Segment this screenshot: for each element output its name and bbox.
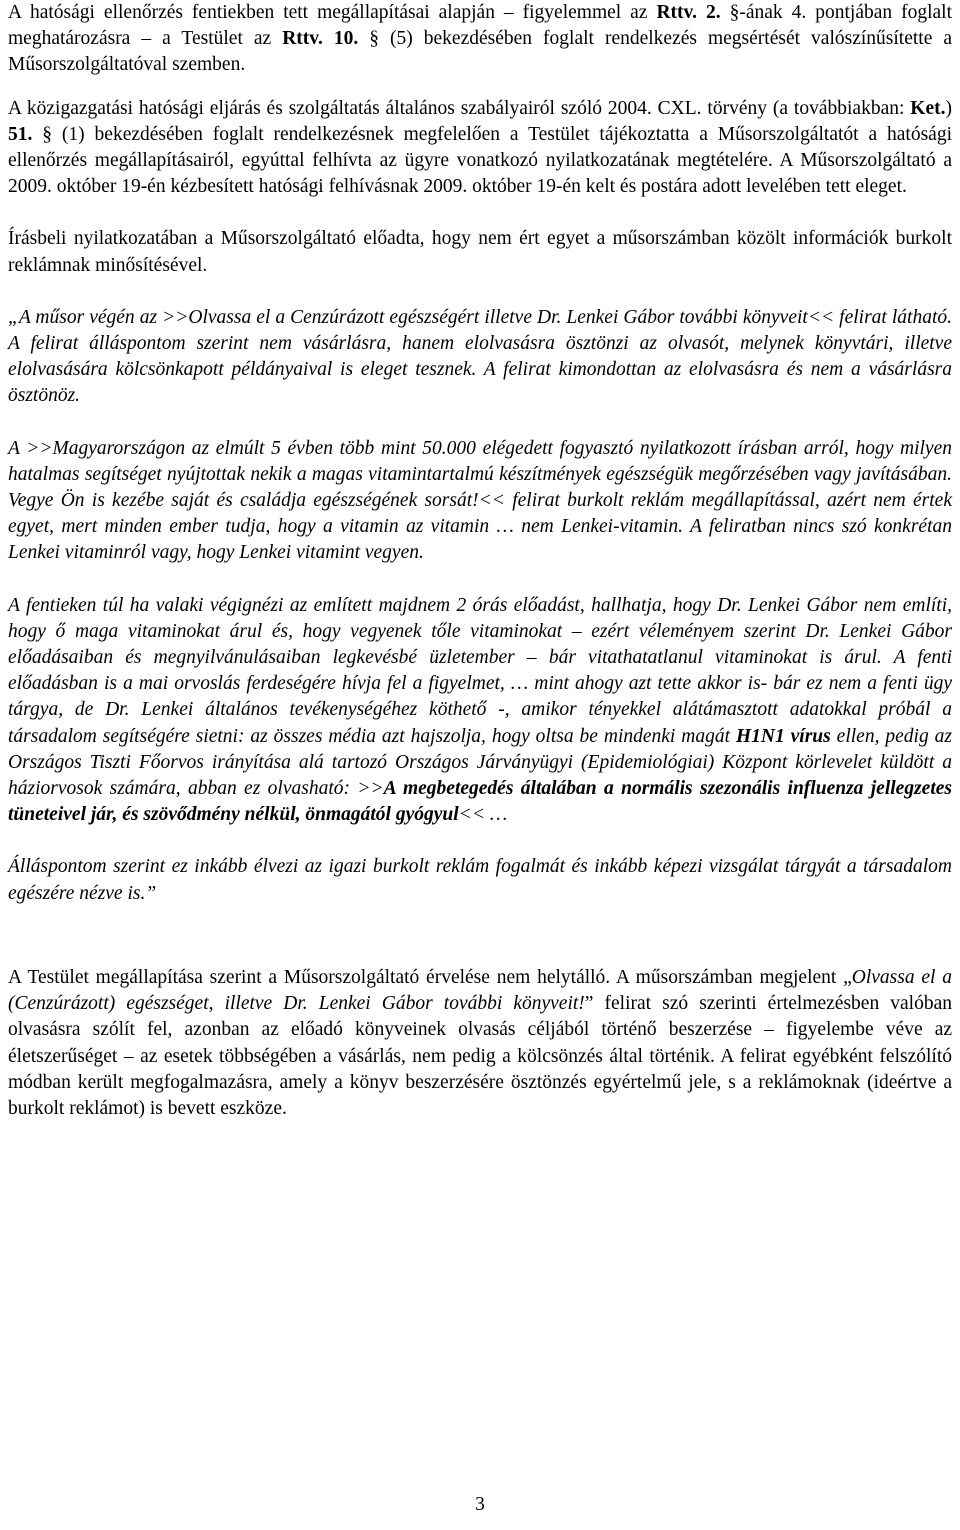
text-run: § (5) bekezdésében foglalt rendelkezés megsértését valószínűsítette a Műsorszolgáltatóval szemben. bbox=[8, 28, 953, 76]
paragraph-board-decision bbox=[8, 965, 952, 1122]
quoted-caption: Olvassa el a (Cenzúrázott) egészséget, illetve Dr. Lenkei Gábor további könyveit! bbox=[8, 966, 953, 1015]
paragraph-quote-1: „A műsor végén az >>Olvassa el a Cenzúrázott egészségért illetve Dr. Lenkei Gábor további könyveit<< felirat látható. A felirat álláspontom szerint nem vásárlásra, hanem elolvasásra ösztönzi az olvasót, melynek könyvtári, illetve elolvasására kölcsönkapott példányaival is eleget tesznek. A felirat kimondottan az elolvasásra és nem a vásárlásra ösztönöz. bbox=[8, 306, 952, 407]
text-run: §-ának 4. pontjában foglalt meghatározásra – a Testület az bbox=[8, 2, 952, 50]
law-reference: Rttv. 2. bbox=[656, 2, 721, 23]
text-run: ” felirat szó szerinti értelmezésben valóban olvasásra szólít fel, azonban az előadó könyveinek olvasás céljából történő beszerzése – figyelembe véve az életszerűséget – az esetek többségében a vásárlás, nem pedig a kölcsönzés által történik. A felirat egyébként felszólító módban került megfogalmazásra, amely a könyv beszerzésére ösztönzés egyértelmű jele, s a reklámoknak (ideértve a burkolt reklámot) is bevett eszköze. bbox=[8, 993, 952, 1119]
law-reference: Rttv. 10. bbox=[282, 28, 359, 50]
paragraph-procedure bbox=[8, 96, 952, 201]
paragraph-quote-4: Álláspontom szerint ez inkább élvezi az igazi burkolt reklám fogalmát és inkább képezi vizsgálat tárgyát a társadalom egészére nézve is.” bbox=[8, 856, 952, 904]
text-run: ellen, pedig az Országos Tiszti Főorvos irányítása alá tartozó Országos Járványügyi (Epidemiológiai) Központ körlevelet küldött a háziorvosok számára, abban ez olvasható: >> bbox=[8, 725, 952, 800]
paragraph-finding bbox=[8, 0, 952, 79]
text-run: A Testület megállapítása szerint a Műsorszolgáltató érvelése nem helytálló. A műsorszámban megjelent „ bbox=[8, 966, 852, 988]
paragraph-quote-2: A >>Magyarországon az elmúlt 5 évben több mint 50.000 elégedett fogyasztó nyilatkozott írásban arról, hogy milyen hatalmas segítséget nyújtottak nekik a magas vitamintartalmú készítmények egészségük megőrzésében vagy javításában. Vegye Ön is kezébe saját és családja egészségének sorsát!<< felirat burkolt reklám megállapítással, azért nem értek egyet, mert minden ember tudja, hogy a vitamin az vitamin … nem Lenkei-vitamin. A feliratban nincs szó konkrétan Lenkei vitaminról vagy, hogy Lenkei vitamint vegyen. bbox=[8, 437, 952, 564]
law-reference: 51. bbox=[8, 123, 33, 145]
text-run: A közigazgatási hatósági eljárás és szolgáltatás általános szabályairól szóló 2004. CXL. törvény (a továbbiakban: bbox=[8, 97, 911, 119]
page-number: 3 bbox=[475, 1494, 485, 1515]
emphasis-text: A megbetegedés általában a normális szezonális influenza jellegzetes tüneteivel jár, és szövődmény nélkül, önmagától gyógyul bbox=[8, 778, 952, 826]
text-run: A fentieken túl ha valaki végignézi az említett majdnem 2 órás előadást, hallhatja, hogy Dr. Lenkei Gábor nem említi, hogy ő maga vitaminokat árul és, hogy vegyenek tőle vitaminokat – ezért véleményem szerint Dr. Lenkei Gábor előadásaiban és megnyilvánulásaiban legkevésbé üzletember – bár vitathatatlanul vitaminokat is árul. A fenti előadásban is a mai orvoslás ferdeségére hívja fel a figyelmet, … mint ahogy azt tette akkor is- bár ez nem a fenti ügy tárgya, de Dr. Lenkei általános tevékenységéhez köthető -, amikor tényekkel alátámasztott adatokkal próbál a társadalom segítségére sietni: az összes média azt hajszolja, hogy oltsa be mindenki magát bbox=[8, 594, 952, 747]
text-run: A hatósági ellenőrzés fentiekben tett megállapításai alapján – figyelemmel az bbox=[8, 2, 657, 23]
paragraph-statement-intro: Írásbeli nyilatkozatában a Műsorszolgáltató előadta, hogy nem ért egyet a műsorszámban közölt információk burkolt reklámnak minősítésével. bbox=[8, 228, 952, 276]
emphasis-text: H1N1 vírus bbox=[735, 725, 831, 747]
text-run: ) bbox=[945, 97, 952, 119]
text-run: << … bbox=[458, 804, 508, 826]
law-reference: Ket. bbox=[910, 97, 946, 119]
text-run: § (1) bekezdésében foglalt rendelkezésnek megfelelően a Testület tájékoztatta a Műsorszolgáltatót a hatósági ellenőrzés megállapításairól, egyúttal felhívta az ügyre vonatkozó nyilatkozatának megtételére. A Műsorszolgáltató a 2009. október 19-én kézbesített hatósági felhívásnak 2009. október 19-én kelt és postára adott levelében tett eleget. bbox=[8, 123, 952, 198]
paragraph-quote-3 bbox=[8, 593, 952, 829]
